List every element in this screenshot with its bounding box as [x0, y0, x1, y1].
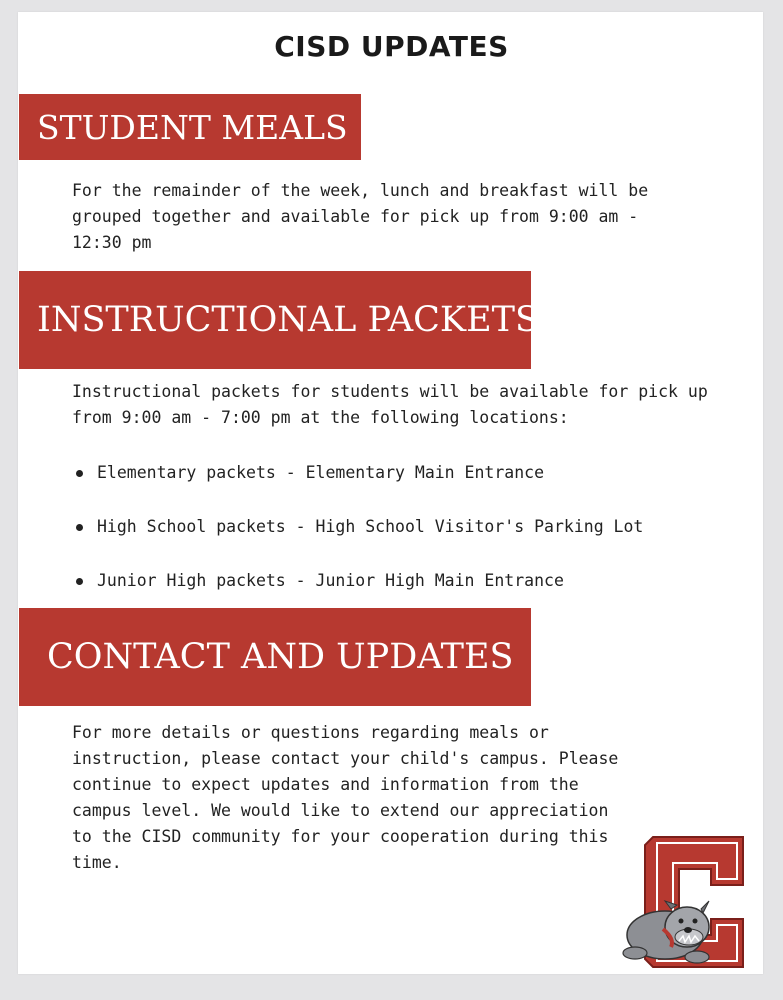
bulldog-mascot [623, 901, 709, 963]
section-heading-label: INSTRUCTIONAL PACKETS [37, 300, 539, 340]
text-line: For more details or questions regarding meals or [72, 723, 549, 742]
text-line: to the CISD community for your cooperation during this [72, 827, 609, 846]
section-heading-student-meals [19, 94, 361, 160]
list-item: Elementary packets - Elementary Main Entrance [72, 458, 643, 512]
text-line: continue to expect updates and information from the [72, 775, 579, 794]
text-line: instruction, please contact your child's campus. Please [72, 749, 619, 768]
section-heading-label: CONTACT AND UPDATES [47, 637, 514, 677]
contact-paragraph [72, 720, 632, 876]
text-line: grouped together and available for pick up from 9:00 am - [72, 207, 639, 226]
text-line: For the remainder of the week, lunch and breakfast will be [72, 181, 649, 200]
text-line: 12:30 pm [72, 233, 152, 252]
text-line: from 9:00 am - 7:00 pm at the following locations: [72, 408, 569, 427]
section-heading-contact-and-updates [19, 608, 531, 706]
section-heading-instructional-packets [19, 271, 539, 369]
section-heading-label: STUDENT MEALS [37, 107, 348, 147]
instructional-packets-paragraph [72, 379, 712, 431]
text-line: time. [72, 853, 122, 872]
text-line: campus level. We would like to extend our appreciation [72, 801, 609, 820]
list-item: Junior High packets - Junior High Main Entrance [72, 566, 643, 620]
text-line: Instructional packets for students will be available for pick up [72, 382, 708, 401]
list-item: High School packets - High School Visitor's Parking Lot [72, 512, 643, 566]
page-title: CISD UPDATES [274, 30, 509, 63]
pickup-locations-list [72, 458, 643, 620]
bulldog-c-logo-icon [605, 835, 750, 970]
student-meals-paragraph [72, 178, 712, 256]
